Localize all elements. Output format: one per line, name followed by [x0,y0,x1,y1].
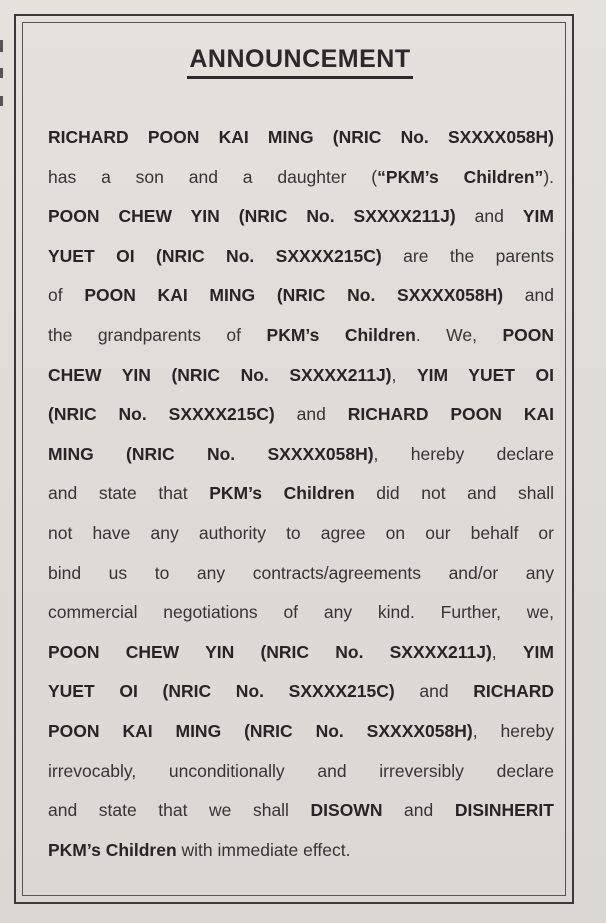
text-segment: and [382,800,455,821]
text-segment: , [491,641,523,662]
announcement-line [48,514,554,554]
text-segment: commercial negotiations of any kind. Further, we, [48,602,554,623]
text-segment: of [48,285,85,306]
bold-text-segment: YIM YUET OI [416,364,554,385]
announcement-line [48,316,554,356]
bold-text-segment: POON [502,324,554,345]
bold-text-segment: RICHARD [473,681,554,702]
bold-text-segment: RICHARD POON KAI [347,404,554,425]
announcement-line [48,752,554,792]
text-segment: with immediate effect. [176,839,351,860]
text-segment: and state that we shall [48,800,311,821]
bold-text-segment: DISINHERIT [454,800,554,821]
announcement-line [48,158,554,198]
announcement-line [48,831,554,871]
bold-text-segment: POON KAI MING (NRIC No. SXXXX058H) [48,720,473,741]
text-segment: . We, [415,324,503,345]
bold-text-segment: POON KAI MING (NRIC No. SXXXX058H) [84,285,504,306]
bold-text-segment: PKM’s Children [266,324,416,345]
bold-text-segment: CHEW YIN (NRIC No. SXXXX211J) [48,364,392,385]
text-segment: has a son and a daughter ( [48,166,378,187]
bold-text-segment: (NRIC No. SXXXX215C) [48,404,275,425]
text-segment: are the parents [381,245,554,266]
announcement-line [48,118,554,158]
announcement-line [48,554,554,594]
text-segment: the grandparents of [48,324,267,345]
bold-text-segment: YIM [522,206,554,227]
announcement-line [48,395,554,435]
announcement-line [48,791,554,831]
announcement-title: ANNOUNCEMENT [187,42,412,79]
text-segment: and [274,404,348,425]
announcement-line [48,237,554,277]
bold-text-segment: “PKM’s Children” [377,166,544,187]
bold-text-segment: PKM’s Children [209,483,355,504]
announcement-line [48,276,554,316]
announcement-line [48,672,554,712]
bold-text-segment: MING (NRIC No. SXXXX058H) [48,443,374,464]
text-segment: , hereby [472,720,554,741]
text-segment: ). [543,166,555,187]
page-edge-mark [0,96,3,106]
bold-text-segment: POON CHEW YIN (NRIC No. SXXXX211J) [48,641,492,662]
bold-text-segment: RICHARD POON KAI MING (NRIC No. SXXXX058H) [48,127,554,147]
announcement-body [48,118,554,870]
bold-text-segment: YIM [522,641,554,662]
text-segment: did not and shall [354,483,554,504]
announcement-line [48,435,554,475]
announcement-line [48,356,554,396]
bold-text-segment: POON CHEW YIN (NRIC No. SXXXX211J) [48,206,456,227]
bold-text-segment: PKM’s Children [48,839,177,860]
text-segment: , hereby declare [373,443,554,464]
announcement-line [48,197,554,237]
announcement-line [48,712,554,752]
text-segment: and [503,285,554,306]
bold-text-segment: YUET OI (NRIC No. SXXXX215C) [48,245,382,266]
text-segment: and [455,206,523,227]
bold-text-segment: YUET OI (NRIC No. SXXXX215C) [48,681,395,702]
text-segment: irrevocably, unconditionally and irreversibly declare [48,760,554,781]
announcement-line [48,593,554,633]
announcement-line [48,633,554,673]
text-segment: not have any authority to agree on our behalf or [48,522,554,543]
announcement-line [48,474,554,514]
text-segment: and [394,681,474,702]
announcement-title-wrapper [0,42,600,79]
text-segment: , [391,364,417,385]
bold-text-segment: DISOWN [310,800,383,821]
text-segment: bind us to any contracts/agreements and/or any [48,562,554,583]
text-segment: and state that [48,483,210,504]
